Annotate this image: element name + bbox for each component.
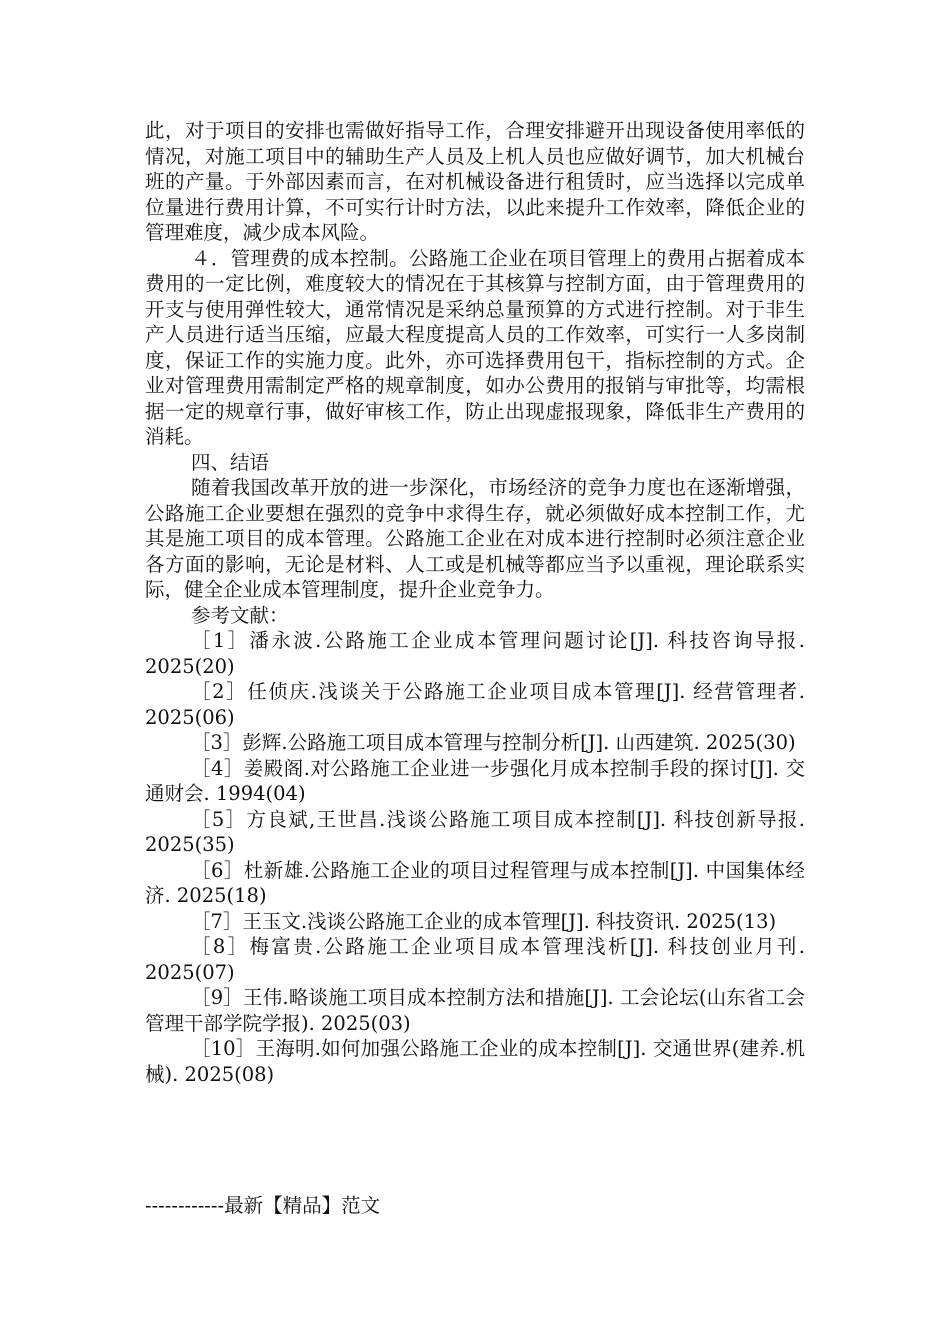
footer-text: ------------最新【精品】范文 — [145, 1194, 381, 1217]
references-heading: 参考文献： — [191, 603, 289, 627]
reference-item-5: ［5］方良斌,王世昌.浅谈公路施工项目成本控制[J]. 科技创新导报. 2025(35) — [145, 807, 805, 856]
reference-item-1: ［1］潘永波.公路施工企业成本管理问题讨论[J]. 科技咨询导报. 2025(20) — [145, 629, 805, 678]
reference-item-4: ［4］姜殿阁.对公路施工企业进一步强化月成本控制手段的探讨[J]. 交通财会. 1994(04) — [145, 756, 805, 805]
reference-item-7: ［7］王玉文.浅谈公路施工企业的成本管理[J]. 科技资讯. 2025(13) — [191, 909, 777, 933]
reference-item-2: ［2］任侦庆.浅谈关于公路施工企业项目成本管理[J]. 经营管理者. 2025(06) — [145, 680, 805, 729]
reference-item-10: ［10］王海明.如何加强公路施工企业的成本控制[J]. 交通世界(建养.机械). 2025(08) — [145, 1037, 805, 1086]
reference-item-3: ［3］彭辉.公路施工项目成本管理与控制分析[J]. 山西建筑. 2025(30) — [191, 731, 796, 754]
paragraph-machinery-continuation: 此，对于项目的安排也需做好指导工作，合理安排避开出现设备使用率低的情况，对施工项目中的辅助生产人员及上机人员也应做好调节，加大机械台班的产量。于外部因素而言，在对机械设备进行租赁时，应当选择以完成单位量进行费用计算，不可实行计时方法，以此来提升工作效率，降低企业的管理难度，减少成本风险。 — [145, 119, 805, 244]
paragraph-management-cost: ４．管理费的成本控制。公路施工企业在项目管理上的费用占据着成本费用的一定比例，难度较大的情况在于其核算与控制方面，由于管理费用的开支与使用弹性较大，通常情况是采纳总量预算的方式进行控制。对于非生产人员进行适当压缩，应最大程度提高人员的工作效率，可实行一人多岗制度，保证工作的实施力度。此外，亦可选择费用包干，指标控制的方式。企业对管理费用需制定严格的规章制度，如办公费用的报销与审批等，均需根据一定的规章行事，做好审核工作，防止出现虚报现象，降低非生产费用的消耗。 — [145, 246, 805, 448]
section-heading-conclusion: 四、结语 — [191, 450, 270, 474]
reference-item-8: ［8］梅富贵.公路施工企业项目成本管理浅析[J]. 科技创业月刊. 2025(07) — [145, 935, 805, 984]
reference-item-9: ［9］王伟.略谈施工项目成本控制方法和措施[J]. 工会论坛(山东省工会管理干部学院学报). 2025(03) — [145, 986, 805, 1035]
paragraph-conclusion: 随着我国改革开放的进一步深化，市场经济的竞争力度也在逐渐增强，公路施工企业要想在强烈的竞争中求得生存，就必须做好成本控制工作，尤其是施工项目的成本管理。公路施工企业在对成本进行控制时必须注意企业各方面的影响，无论是材料、人工或是机械等都应当予以重视，理论联系实际，健全企业成本管理制度，提升企业竞争力。 — [145, 476, 805, 601]
document-body — [145, 118, 805, 1087]
reference-item-6: ［6］杜新雄.公路施工企业的项目过程管理与成本控制[J]. 中国集体经济. 2025(18) — [145, 858, 805, 907]
